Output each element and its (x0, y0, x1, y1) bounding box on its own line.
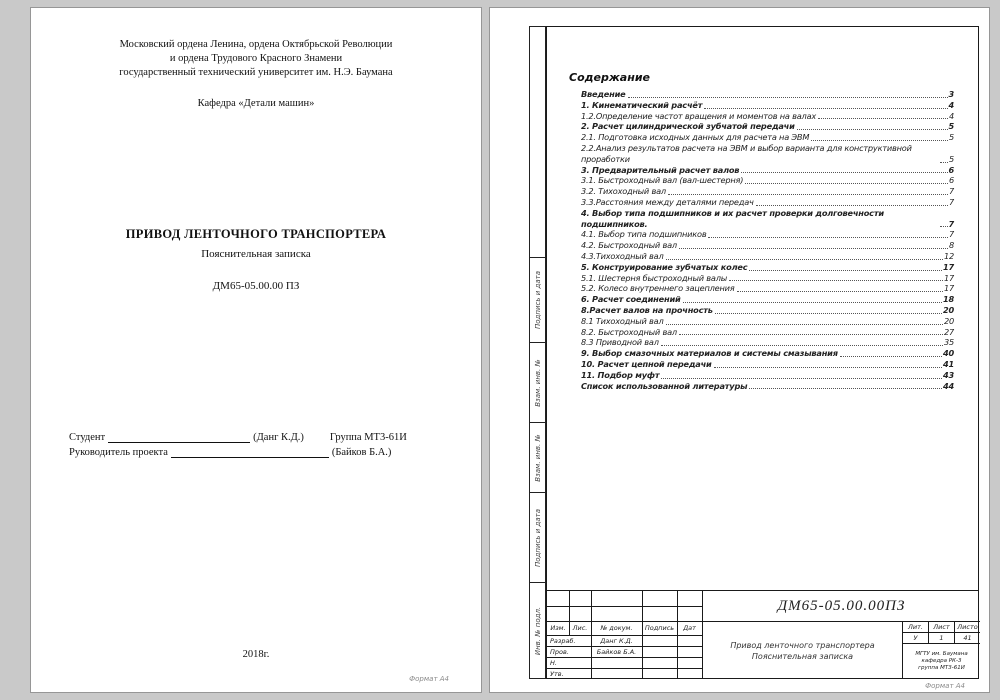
toc-entry-page: 7 (948, 218, 954, 229)
toc-entry-page: 40 (943, 348, 954, 359)
toc-entry (569, 175, 954, 186)
toc-entry-page: 17 (943, 261, 954, 272)
stamp-label: Подпись и дата (533, 508, 542, 567)
toc-entry (569, 337, 954, 348)
stamp-box (530, 257, 545, 342)
university-line-1: Московский ордена Ленина, ордена Октябрьской Революции (119, 39, 393, 50)
university-line-2: и ордена Трудового Красного Знамени (169, 53, 343, 64)
tb-sheets-value: 41 (963, 633, 972, 642)
toc-entry (569, 327, 954, 338)
toc-entry-label: 2. Расчет цилиндрической зубчатой передачи (581, 121, 795, 132)
toc-entry-page: 4 (948, 110, 954, 121)
grid-line (547, 606, 702, 607)
tb-role-approved: Утв. (550, 669, 564, 678)
toc-entry-page: 6 (948, 175, 954, 186)
tb-document-number: ДМ65-05.00.00ПЗ (777, 597, 906, 614)
toc-entry (569, 111, 954, 122)
toc-entry-page: 20 (943, 304, 954, 315)
toc-entry-page: 5 (948, 153, 954, 164)
toc-entry-label: 5.1. Шестерня быстроходный валы (581, 272, 727, 283)
toc-dot-leader (741, 172, 947, 173)
toc-entry-label: 4.3.Тихоходный вал (581, 250, 664, 261)
toc-entry-label: Список использованной литературы (581, 380, 748, 391)
toc-entry (569, 208, 954, 230)
toc-entry-label: 1.2.Определение частот вращения и моментов на валах (581, 110, 817, 121)
toc-entry (569, 89, 954, 100)
toc-entry-label: 6. Расчет соединений (581, 294, 681, 305)
toc-entry (569, 240, 954, 251)
toc-entry (569, 197, 954, 208)
toc-dot-leader (683, 302, 942, 303)
toc-entry-label: 2.2.Анализ результатов расчета на ЭВМ и выбор варианта для конструктивной проработки (581, 142, 912, 164)
toc-entry (569, 294, 954, 305)
tb-title-line-2: Пояснительная записка (751, 651, 854, 661)
toc-entry-label: 3.1. Быстроходный вал (вал-шестерня) (581, 175, 744, 186)
tb-org-line-2: кафедра РК-3 (921, 658, 962, 664)
toc-entry (569, 381, 954, 392)
year-label: 2018г. (242, 649, 270, 660)
tb-name-developed: Данг К.Д. (600, 636, 633, 645)
toc-entry (569, 229, 954, 240)
toc-entry-page: 41 (943, 358, 954, 369)
toc-entry-label: 3. Предварительный расчет валов (581, 164, 740, 175)
stamp-box (530, 582, 545, 678)
toc-entry-label: 4.2. Быстроходный вал (581, 240, 677, 251)
toc-entry (569, 121, 954, 132)
toc-entry-label: 5.2. Колесо внутреннего зацепления (581, 283, 735, 294)
toc-entry-page: 12 (943, 250, 954, 261)
toc-list (569, 89, 954, 391)
toc-dot-leader (745, 183, 948, 184)
tb-lit-label: Лит. (908, 622, 923, 631)
toc-entry-page: 6 (948, 164, 954, 175)
format-label: Формат А4 (409, 675, 449, 683)
toc-entry (569, 100, 954, 111)
toc-entry (569, 283, 954, 294)
tb-lit-value: У (913, 633, 918, 642)
toc-entry-label: 4. Выбор типа подшипников и их расчет проверки долговечности подшипников. (581, 207, 884, 229)
toc-entry-page: 7 (948, 229, 954, 240)
document-subtitle: Пояснительная записка (201, 248, 311, 260)
contents-page (489, 7, 990, 693)
toc-dot-leader (729, 280, 943, 281)
student-name: (Данг К.Д.) (253, 432, 304, 443)
toc-entry-label: 4.1. Выбор типа подшипников (581, 229, 707, 240)
toc-entry (569, 316, 954, 327)
tb-header-list: Лис. (572, 624, 588, 632)
tb-sheets-label: Листо (957, 622, 978, 631)
toc-entry-page: 20 (943, 315, 954, 326)
toc-entry-page: 27 (943, 326, 954, 337)
tb-header-docnum: № докум. (600, 624, 633, 632)
toc-dot-leader (715, 313, 942, 314)
toc-dot-leader (940, 226, 948, 227)
tb-title-line-1: Привод ленточного транспортера (730, 640, 875, 650)
signature-block (69, 432, 461, 462)
toc-entry-page: 8 (948, 240, 954, 251)
toc-entry-page: 17 (943, 283, 954, 294)
toc-entry-label: 8.Расчет валов на прочность (581, 304, 713, 315)
toc-entry-label: 10. Расчет цепной передачи (581, 358, 712, 369)
toc-entry (569, 348, 954, 359)
toc-entry-page: 7 (948, 196, 954, 207)
toc-entry-label: 11. Подбор муфт (581, 369, 660, 380)
stamp-label: Инв. № подл. (533, 606, 542, 655)
toc-entry-page: 5 (948, 121, 954, 132)
toc-dot-leader (679, 334, 943, 335)
toc-dot-leader (756, 205, 948, 206)
stamp-label: Взам. инв. № (533, 433, 542, 482)
toc-entry (569, 370, 954, 381)
margin-stamp-column (529, 26, 546, 679)
toc-entry-page: 43 (943, 369, 954, 380)
toc-entry-label: 5. Конструирование зубчатых колес (581, 261, 748, 272)
toc-dot-leader (666, 259, 943, 260)
toc-dot-leader (811, 140, 948, 141)
toc-entry-label: 1. Кинематический расчёт (581, 99, 703, 110)
toc-entry-label: 3.3.Расстояния между деталями передач (581, 196, 754, 207)
toc-dot-leader (628, 97, 948, 98)
stamp-box (530, 342, 545, 422)
toc-entry-label: 8.1 Тихоходный вал (581, 315, 664, 326)
document-number: ДМ65-05.00.00 ПЗ (212, 280, 300, 292)
tb-header-sign: Подпись (644, 624, 675, 632)
tb-organization (903, 644, 980, 679)
toc-entry-page: 18 (943, 294, 954, 305)
tb-name-checked: Байков Б.А. (596, 647, 637, 656)
toc-entry-page: 4 (948, 99, 954, 110)
toc-entry (569, 186, 954, 197)
tb-org-line-1: МГТУ им. Баумана (915, 651, 968, 657)
toc-entry-page: 35 (943, 337, 954, 348)
toc-entry-page: 7 (948, 186, 954, 197)
toc-entry (569, 251, 954, 262)
toc-entry (569, 305, 954, 316)
document-title: ПРИВОД ЛЕНТОЧНОГО ТРАНСПОРТЕРА (125, 227, 387, 241)
toc-title: Содержание (569, 71, 650, 84)
toc-entry (569, 132, 954, 143)
stamp-label: Подпись и дата (533, 271, 542, 329)
toc-dot-leader (708, 237, 948, 238)
university-line-3: государственный технический университет им. Н.Э. Баумана (119, 67, 393, 78)
format-label: Формат А4 (925, 682, 965, 690)
toc-entry (569, 359, 954, 370)
toc-entry-label: 8.3 Приводной вал (581, 337, 659, 348)
toc-entry-page: 44 (943, 380, 954, 391)
toc-dot-leader (797, 129, 948, 130)
toc-dot-leader (737, 291, 943, 292)
toc-dot-leader (668, 194, 948, 195)
student-label: Студент (69, 432, 106, 443)
tb-header-izm: Изм. (550, 624, 566, 632)
tb-role-developed: Разраб. (550, 636, 576, 645)
toc-dot-leader (661, 378, 942, 379)
tb-role-ncontrol: Н. (550, 658, 557, 667)
supervisor-row (69, 447, 461, 458)
toc-dot-leader (666, 324, 943, 325)
toc-entry-label: 8.2. Быстроходный вал (581, 326, 677, 337)
university-header (31, 38, 481, 80)
student-signature-line (108, 432, 250, 443)
supervisor-label: Руководитель проекта (69, 447, 168, 458)
toc-entry-label: 9. Выбор смазочных материалов и системы смазывания (581, 348, 838, 359)
department-name: Кафедра «Детали машин» (197, 98, 315, 109)
student-group: Группа МТ3-61И (329, 432, 407, 443)
toc-entry (569, 143, 954, 165)
tb-sheet-label: Лист (933, 622, 950, 631)
toc-dot-leader (818, 118, 948, 119)
toc-dot-leader (704, 108, 947, 109)
supervisor-signature-line (171, 447, 329, 458)
tb-sheet-value: 1 (939, 633, 944, 642)
toc-dot-leader (679, 248, 948, 249)
stamp-label: Взам. инв. № (533, 358, 542, 407)
toc-entry-page: 17 (943, 272, 954, 283)
toc-dot-leader (840, 356, 942, 357)
toc-entry (569, 262, 954, 273)
tb-header-date: Дат (683, 624, 696, 632)
toc-dot-leader (661, 345, 943, 346)
tb-org-line-3: группа МТ3-61И (918, 665, 965, 671)
title-page (30, 7, 482, 693)
toc-dot-leader (714, 367, 942, 368)
toc-dot-leader (940, 162, 948, 163)
toc-entry-label: Введение (581, 89, 626, 99)
toc-entry (569, 273, 954, 284)
toc-entry-page: 5 (948, 132, 954, 143)
toc-entry-label: 3.2. Тихоходный вал (581, 186, 666, 197)
tb-document-title (703, 622, 902, 679)
supervisor-name: (Байков Б.А.) (331, 447, 392, 458)
toc-dot-leader (749, 388, 942, 389)
toc-entry-page: 3 (948, 89, 954, 99)
student-row (69, 432, 461, 443)
toc-entry (569, 165, 954, 176)
toc-entry-label: 2.1. Подготовка исходных данных для расчета на ЭВМ (581, 132, 810, 143)
stamp-box (530, 422, 545, 492)
drawing-frame (546, 26, 979, 679)
title-block (547, 590, 978, 678)
tb-role-checked: Пров. (550, 647, 569, 656)
toc-dot-leader (749, 270, 942, 271)
stamp-box (530, 492, 545, 582)
